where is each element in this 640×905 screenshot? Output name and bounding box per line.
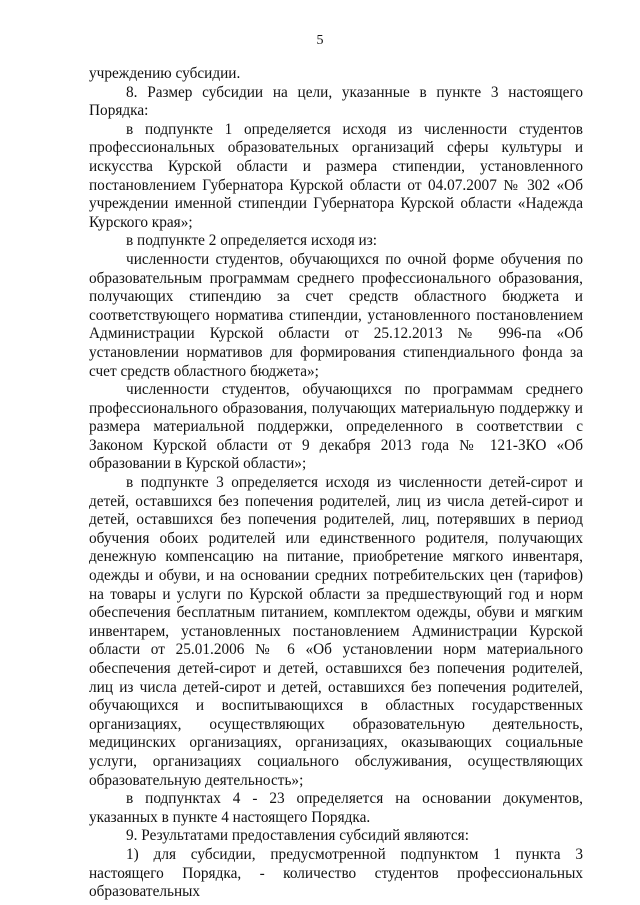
paragraph-4: в подпункте 2 определяется исходя из: bbox=[126, 232, 378, 250]
paragraph-9: 9. Результатами предоставления субсидий являются: bbox=[126, 827, 469, 845]
paragraph-5: численности студентов, обучающихся по очной форме обучения по образовательным программам среднего профессионального образования, получающих стипендию за счет средств областного бюджета и соответствующего норматива стипендии, установленного постановлением Администрации Курской области от 25.12.2013 № 996-па «Об установлении нормативов для формирования стипендиального фонда за счет средств областного бюджета»; bbox=[89, 250, 583, 380]
document-body bbox=[89, 65, 583, 902]
paragraph-3: в подпункте 1 определяется исходя из численности студентов профессиональных образовательных организаций сферы культуры и искусства Курской области и размера стипендии, установленного постановлением Губернатора Курской области от 04.07.2007 № 302 «Об учреждении именной стипендии Губернатора Курской области «Надежда Курского края»; bbox=[89, 120, 583, 231]
paragraph-6: численности студентов, обучающихся по программам среднего профессионального образования, получающих материальную поддержку и размера материальной поддержки, определенного в соответствии с Законом Курской области от 9 декабря 2013 года № 121-ЗКО «Об образовании в Курской области»; bbox=[89, 381, 583, 473]
paragraph-7: в подпункте 3 определяется исходя из численности детей-сирот и детей, оставшихся без попечения родителей, лиц из числа детей-сирот и детей, оставшихся без попечения родителей, лиц, потерявших в период обучения обоих родителей или единственного родителя, получающих денежную компенсацию на питание, приобретение мягкого инвентаря, одежды и обуви, и на основании средних потребительских цен (тарифов) на товары и услуги по Курской области за предшествующий год и норм обеспечения бесплатным питанием, комплектом одежды, обуви и мягким инвентарем, установленных постановлением Администрации Курской области от 25.01.2006 № 6 «Об установлении норм материального обеспечения детей-сирот и детей, оставшихся без попечения родителей, лиц из числа детей-сирот и детей, оставшихся без попечения родителей, обучающихся и воспитывающихся в областных государственных организациях, осуществляющих образовательную деятельность, медицинских организациях, организациях, оказывающих социальные услуги, организациях социального обслуживания, осуществляющих образовательную деятельность»; bbox=[89, 474, 583, 789]
paragraph-8: в подпунктах 4 - 23 определяется на основании документов, указанных в пункте 4 настоящего Порядка. bbox=[89, 790, 583, 826]
page-number: 5 bbox=[316, 33, 324, 48]
paragraph-10: 1) для субсидии, предусмотренной подпунктом 1 пункта 3 настоящего Порядка, - количество студентов профессиональных образовательных bbox=[89, 845, 583, 901]
paragraph-2: 8. Размер субсидии на цели, указанные в пункте 3 настоящего Порядка: bbox=[89, 83, 583, 120]
paragraph-1: учреждению субсидии. bbox=[89, 65, 241, 82]
